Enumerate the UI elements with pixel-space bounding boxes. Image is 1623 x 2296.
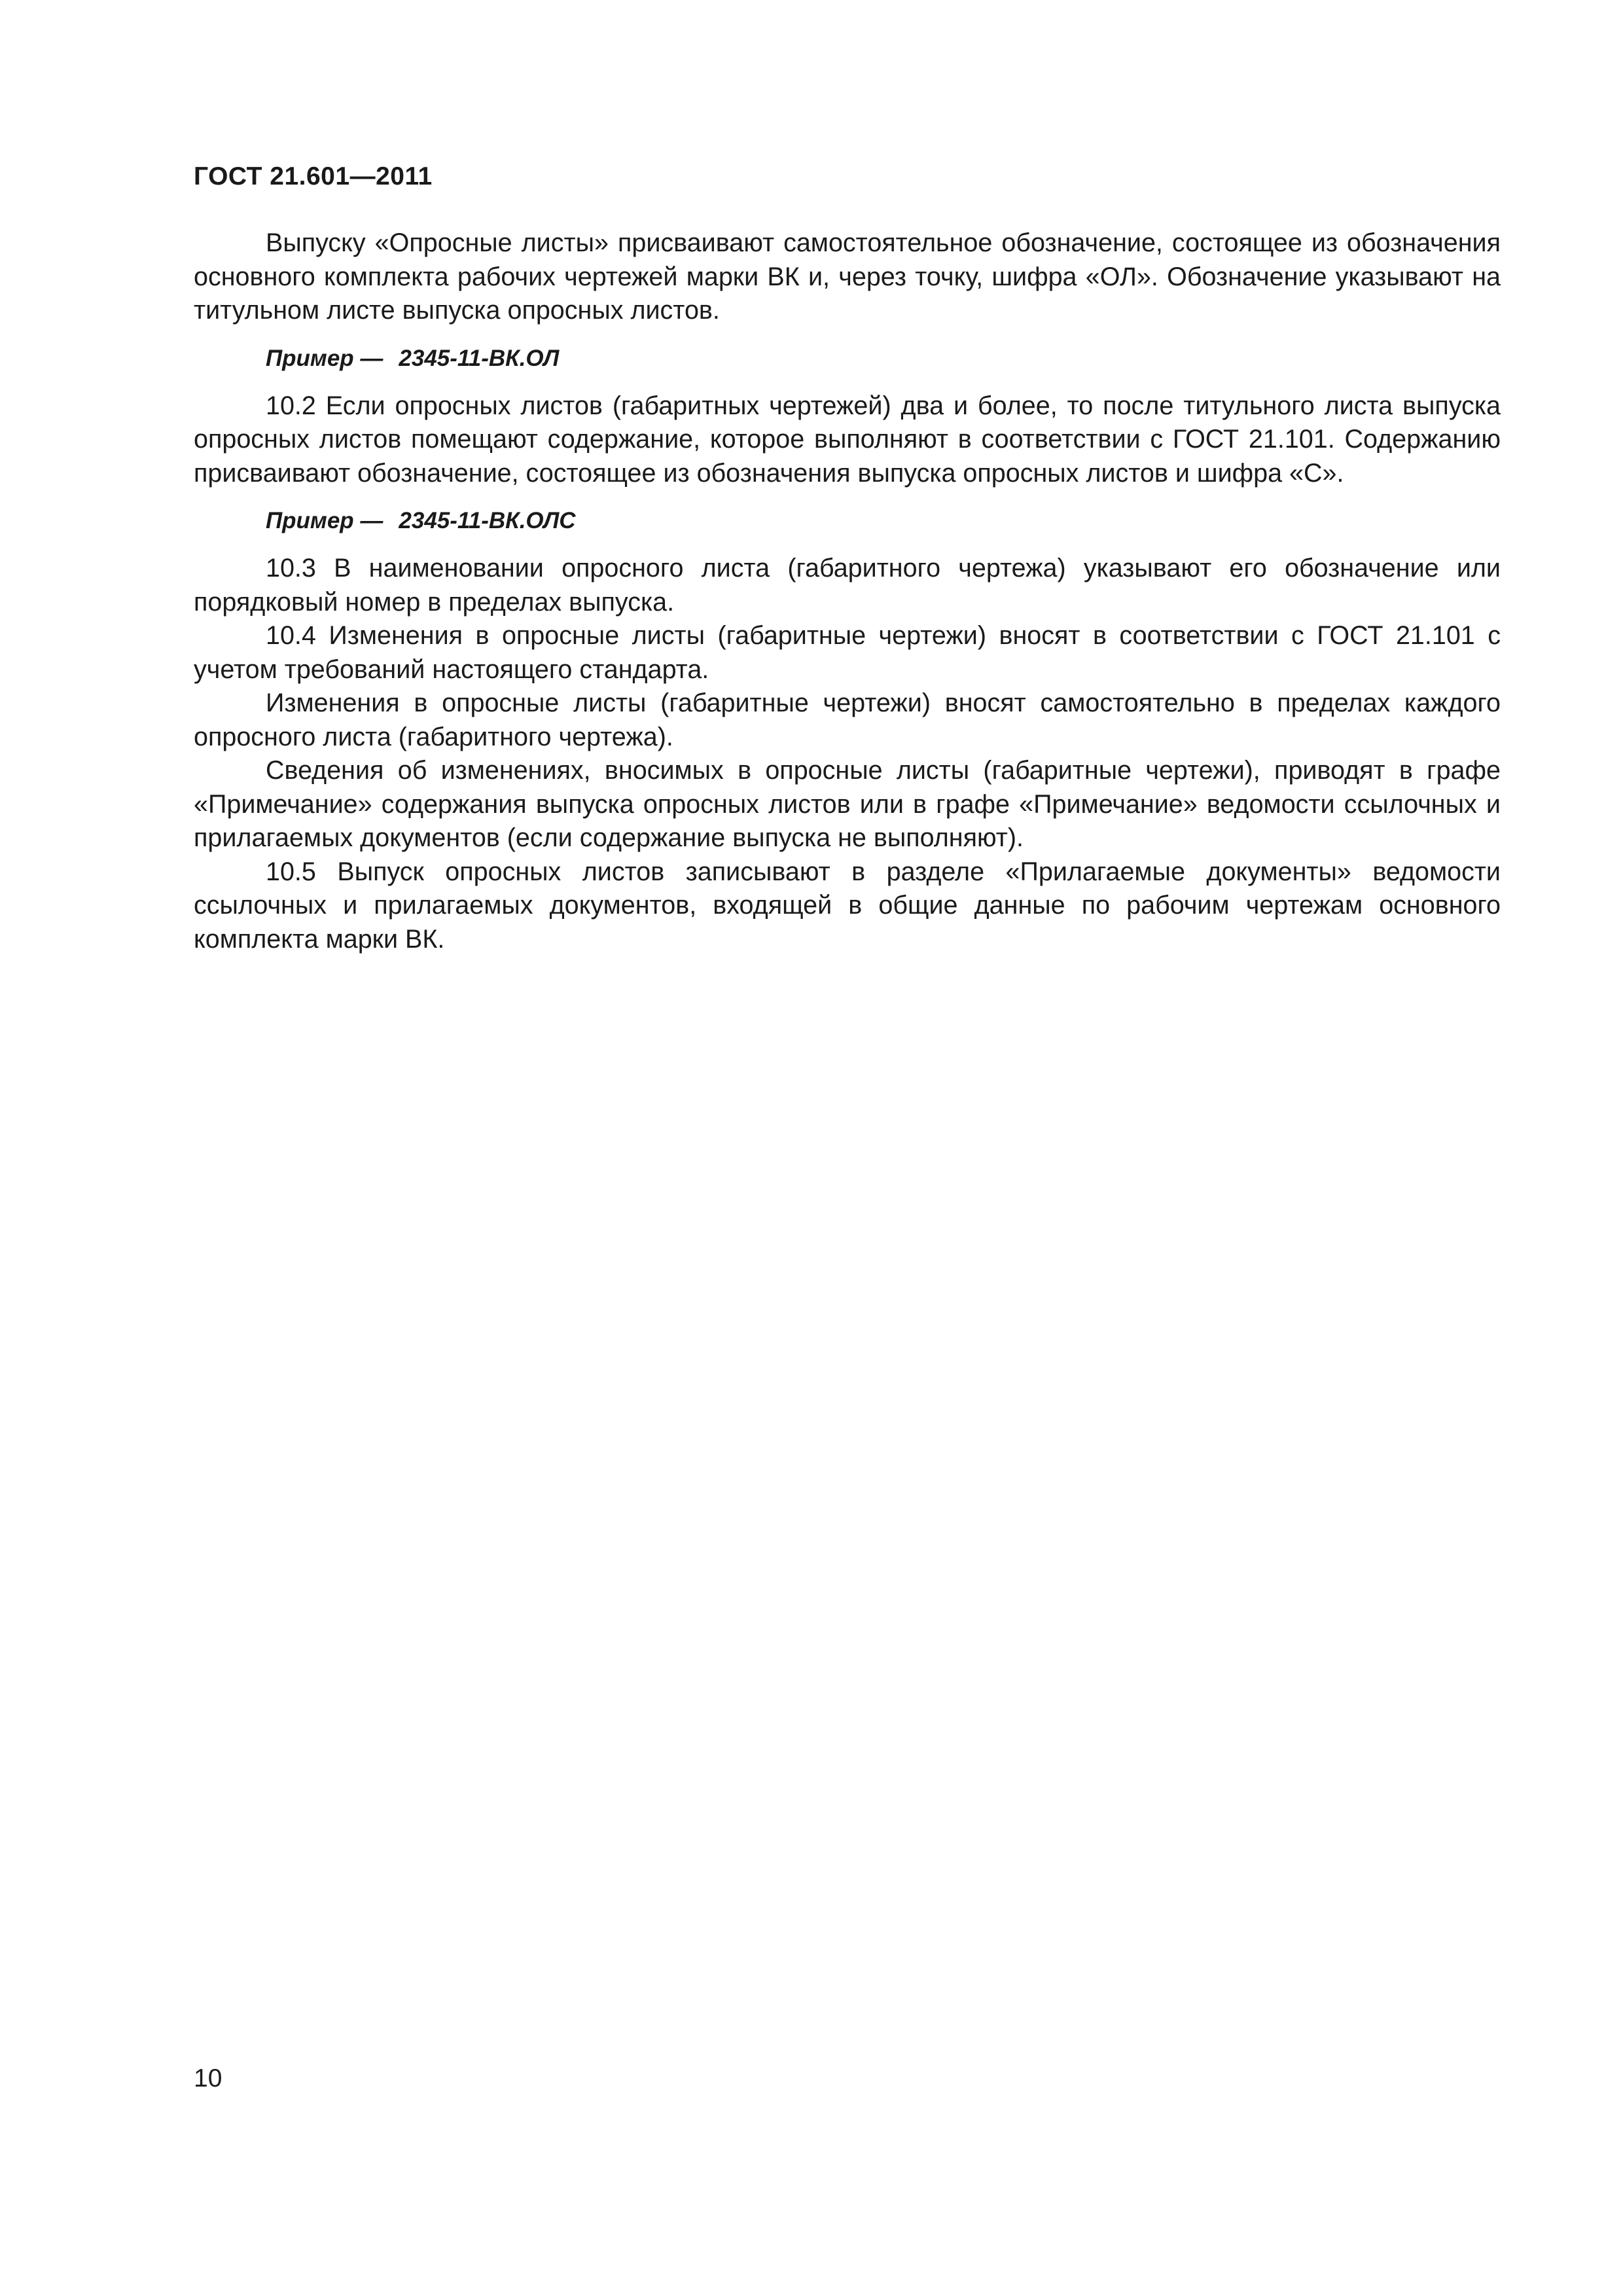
- paragraph-changes: Изменения в опросные листы (габаритные чертежи) вносят самостоятельно в пределах каждого опросного листа (габаритного чертежа).: [194, 689, 1501, 751]
- example-2-label: Пример —: [266, 508, 383, 533]
- example-2-code: 2345-11-ВК.ОЛС: [399, 508, 576, 533]
- page-number: 10: [194, 2064, 223, 2092]
- paragraph-10-2: 10.2 Если опросных листов (габаритных чертежей) два и более, то после титульного листа выпуска опросных листов помещают содержание, которое выполняют в соответствии с ГОСТ 21.101. Содержанию присваивают обозначение, состоящее из обозначения выпуска опросных листов и шифра «С».: [194, 391, 1501, 488]
- document-header-title: ГОСТ 21.601—2011: [194, 162, 433, 190]
- paragraph-10-3: 10.3 В наименовании опросного листа (габаритного чертежа) указывают его обозначение или порядковый номер в пределах выпуска.: [194, 554, 1501, 617]
- paragraph-change-info: Сведения об изменениях, вносимых в опросные листы (габаритные чертежи), приводят в графе «Примечание» содержания выпуска опросных листов или в графе «Примечание» ведомости ссылочных и прилагаемых документов (если содержание выпуска не выполняют).: [194, 756, 1501, 852]
- example-1: [194, 344, 1501, 374]
- example-1-label: Пример —: [266, 345, 383, 371]
- paragraph-10-5: 10.5 Выпуск опросных листов записывают в разделе «Прилагаемые документы» ведомости ссылочных и прилагаемых документов, входящей в общие данные по рабочим чертежам основного комплекта марки ВК.: [194, 857, 1501, 954]
- example-2: [194, 506, 1501, 536]
- paragraph-intro: Выпуску «Опросные листы» присваивают самостоятельное обозначение, состоящее из обозначения основного комплекта рабочих чертежей марки ВК и, через точку, шифра «ОЛ». Обозначение указывают на титульном листе выпуска опросных листов.: [194, 228, 1501, 325]
- paragraph-10-4: 10.4 Изменения в опросные листы (габаритные чертежи) вносят в соответствии с ГОСТ 21.101 с учетом требований настоящего стандарта.: [194, 621, 1501, 684]
- document-body: [194, 226, 1501, 956]
- example-1-code: 2345-11-ВК.ОЛ: [399, 345, 560, 371]
